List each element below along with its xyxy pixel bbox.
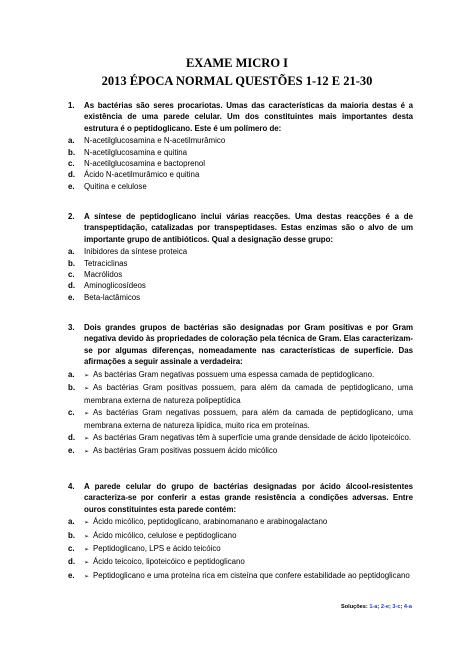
option-e — [68, 570, 413, 583]
option-text: ➢ As bactérias Gram negativas possuem uma espessa camada de peptidoglicano. — [84, 369, 413, 382]
solutions-footer — [341, 604, 412, 610]
option-c — [68, 158, 413, 169]
bullet-icon: ➢ — [84, 435, 90, 442]
option-letter: b. — [68, 530, 76, 540]
option-letter: e. — [68, 181, 75, 191]
option-letter: b. — [68, 147, 76, 157]
option-b — [68, 258, 413, 269]
bullet-icon: ➢ — [84, 386, 90, 393]
option-text: N-acetilglucosamina e bactoprenol — [84, 159, 206, 169]
options-list — [68, 369, 413, 459]
question-stem — [68, 100, 413, 134]
option-letter: d. — [68, 281, 76, 291]
option-text: Beta-lactâmicos — [84, 292, 141, 302]
option-letter: a. — [68, 247, 75, 257]
question-number: 4. — [68, 482, 75, 491]
question-text: Dois grandes grupos de bactérias são designadas por Gram positivas e por Gram negativa devido às propriedades de coloração pela técnica de Gram. Elas caracterizam-se por algumas diferenças, nomeadamente nas características de superfície. Das afirmações a seguir assinale a verdadeira: — [84, 323, 413, 367]
question-3 — [68, 322, 413, 458]
option-a — [68, 246, 413, 257]
bullet-icon: ➢ — [84, 520, 90, 527]
option-letter: b. — [68, 258, 76, 268]
option-e — [68, 181, 413, 192]
option-c — [68, 543, 413, 556]
option-letter: e. — [68, 292, 75, 302]
document-subtitle: 2013 ÉPOCA NORMAL QUESTÕES 1-12 E 21-30 — [101, 74, 373, 88]
option-letter: e. — [68, 446, 75, 456]
option-letter: c. — [68, 407, 75, 417]
solution-1: 1-a — [369, 604, 378, 610]
question-stem — [68, 481, 413, 515]
options-list — [68, 135, 413, 192]
solution-3: 3-c — [392, 604, 401, 610]
question-2 — [68, 211, 413, 303]
option-text: ➢ Peptidoglicano, LPS e ácido teicóico — [84, 543, 413, 556]
option-text: N-acetilglucosamina e quitina — [84, 147, 188, 157]
question-1 — [68, 100, 413, 192]
option-text: ➢ As bactérias Gram positivas possuem ácido micólico — [84, 445, 413, 458]
bullet-icon: ➢ — [84, 560, 90, 567]
solutions-label: Soluções: — [341, 604, 368, 610]
option-d — [68, 556, 413, 569]
solution-2: 2-e — [380, 604, 389, 610]
question-text: A parede celular do grupo de bactérias designadas por ácido álcool-resistentes caracteriza-se por conferir a estas grande resistência a condições adversas. Entre ouros constituintes esta parede contém: — [84, 482, 413, 514]
bullet-icon: ➢ — [84, 573, 90, 580]
option-text: ➢ Ácido teicoico, lipoteicóico e peptidoglicano — [84, 556, 413, 569]
option-a — [68, 369, 413, 382]
question-stem — [68, 322, 413, 368]
option-e — [68, 445, 413, 458]
question-4 — [68, 481, 413, 583]
option-text: ➢ As bactérias Gram negativas possuem, para além da camada de peptidoglicano, uma membrana externa de natureza lipídica, muito rica em proteínas. — [84, 407, 413, 431]
question-number: 2. — [68, 212, 75, 221]
option-letter: b. — [68, 383, 76, 393]
option-letter: c. — [68, 544, 75, 554]
option-letter: d. — [68, 170, 76, 180]
question-text: A síntese de peptidoglicano inclui várias reacções. Uma destas reacções é a de transpeptidação, catalizadas por transpeptidases. Estas enzimas são o alvo de um importante grupo de antibióticos. Qual a designação desse grupo: — [84, 212, 413, 244]
option-text: N-acetilglucosamina e N-acetilmurâmico — [84, 136, 226, 146]
option-d — [68, 280, 413, 291]
option-text: Inibidores da síntese proteica — [84, 247, 188, 257]
option-letter: a. — [68, 136, 75, 146]
bullet-icon: ➢ — [84, 547, 90, 554]
bullet-icon: ➢ — [84, 372, 90, 379]
question-number: 1. — [68, 101, 75, 110]
option-text: Aminoglicosídeos — [84, 281, 146, 291]
option-text: ➢ As bactérias Gram negativas têm à superfície uma grande densidade de ácido lipoteicóico. — [84, 432, 413, 445]
option-d — [68, 169, 413, 180]
option-a — [68, 516, 413, 529]
option-letter: c. — [68, 159, 75, 169]
solution-separator: ; — [377, 604, 380, 610]
solution-4: 4-a — [403, 604, 412, 610]
bullet-icon: ➢ — [84, 449, 90, 456]
option-c — [68, 269, 413, 280]
document-title: EXAME MICRO I — [185, 56, 289, 70]
bullet-icon: ➢ — [84, 410, 90, 417]
option-c — [68, 407, 413, 432]
option-text: ➢ Peptidoglicano e uma proteína rica em cisteína que confere estabilidade ao peptidoglicano — [84, 570, 413, 583]
option-letter: a. — [68, 517, 75, 527]
option-e — [68, 292, 413, 303]
option-b — [68, 147, 413, 158]
option-letter: d. — [68, 432, 76, 442]
options-list — [68, 516, 413, 583]
option-letter: e. — [68, 570, 75, 580]
option-text: ➢ Ácido micólico, celulose e peptidoglicano — [84, 530, 413, 543]
option-b — [68, 382, 413, 407]
solution-separator: ; — [388, 604, 391, 610]
bullet-icon: ➢ — [84, 533, 90, 540]
options-list — [68, 246, 413, 303]
option-text: ➢ As bactérias Gram positivas possuem, para além da camada de peptidoglicano, uma membrana externa de natureza polipeptídica — [84, 383, 413, 406]
option-letter: c. — [68, 270, 75, 280]
option-text: Quitina e celulose — [84, 181, 147, 191]
question-number: 3. — [68, 323, 75, 332]
solution-separator: ; — [400, 604, 403, 610]
option-d — [68, 432, 413, 445]
option-text: Macrólidos — [84, 270, 123, 280]
option-text: ➢ Ácido micólico, peptidoglicano, arabinomanano e arabinogalactano — [84, 516, 413, 529]
option-letter: d. — [68, 557, 76, 567]
option-b — [68, 530, 413, 543]
option-a — [68, 135, 413, 146]
option-letter: a. — [68, 369, 75, 379]
option-text: Tetraciclinas — [84, 258, 128, 268]
option-text: Ácido N-acetilmurâmico e quitina — [84, 170, 200, 180]
question-stem — [68, 211, 413, 245]
question-text: As bactérias são seres procariotas. Umas das características da maioria destas é a existência de uma parede celular. Um dos constituintes mais importantes desta estrutura é o peptidoglicano. Este é um polímero de: — [84, 101, 413, 133]
